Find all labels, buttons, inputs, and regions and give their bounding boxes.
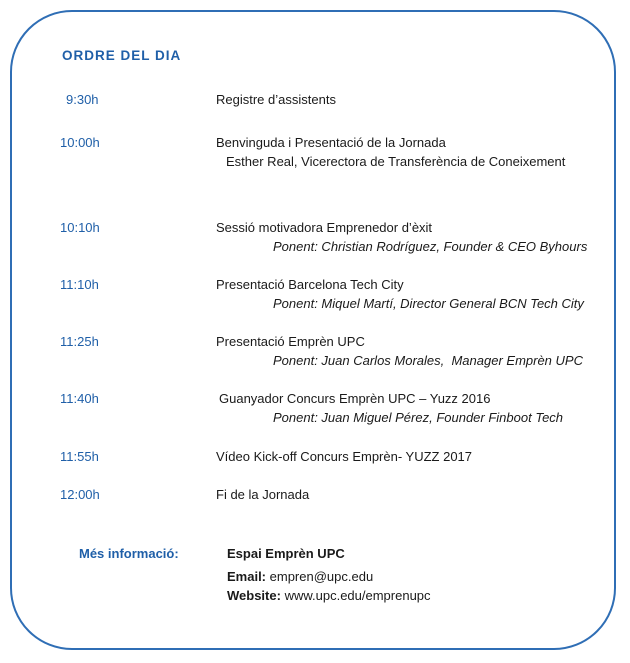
agenda-time: 12:00h <box>60 487 100 502</box>
email-label: Email: <box>227 569 267 584</box>
agenda-heading: ORDRE DEL DIA <box>62 48 182 63</box>
agenda-time: 11:10h <box>60 277 99 292</box>
email-line <box>227 569 373 584</box>
website-link[interactable]: www.upc.edu/emprenupc <box>284 588 431 603</box>
agenda-time: 11:25h <box>60 334 99 349</box>
agenda-title: Fi de la Jornada <box>216 487 310 502</box>
agenda-title: Presentació Emprèn UPC <box>216 334 365 349</box>
agenda-speaker: Ponent: Miquel Martí, Director General BCN Tech City <box>273 296 584 311</box>
agenda-speaker: Ponent: Christian Rodríguez, Founder & CEO Byhours <box>273 239 588 254</box>
agenda-speaker: Ponent: Juan Carlos Morales, Manager Emprèn UPC <box>273 353 583 368</box>
agenda-title: Guanyador Concurs Emprèn UPC – Yuzz 2016 <box>219 391 491 406</box>
more-info-title: Espai Emprèn UPC <box>227 546 345 561</box>
agenda-time: 11:55h <box>60 449 99 464</box>
agenda-time: 11:40h <box>60 391 99 406</box>
agenda-speaker: Ponent: Juan Miguel Pérez, Founder Finboot Tech <box>273 410 564 425</box>
email-link[interactable]: empren@upc.edu <box>269 569 374 584</box>
agenda-title: Registre d’assistents <box>216 92 336 107</box>
agenda-time: 9:30h <box>66 92 99 107</box>
website-line <box>227 588 431 603</box>
agenda-speaker: Esther Real, Vicerectora de Transferència de Coneixement <box>226 154 566 169</box>
agenda-time: 10:00h <box>60 135 100 150</box>
agenda-title: Vídeo Kick-off Concurs Emprèn- YUZZ 2017 <box>216 449 473 464</box>
website-label: Website: <box>227 588 281 603</box>
agenda-time: 10:10h <box>60 220 100 235</box>
more-info-label: Més informació: <box>79 546 179 561</box>
agenda-title: Sessió motivadora Emprenedor d’èxit <box>216 220 433 235</box>
agenda-title: Benvinguda i Presentació de la Jornada <box>216 135 446 150</box>
agenda-title: Presentació Barcelona Tech City <box>216 277 404 292</box>
